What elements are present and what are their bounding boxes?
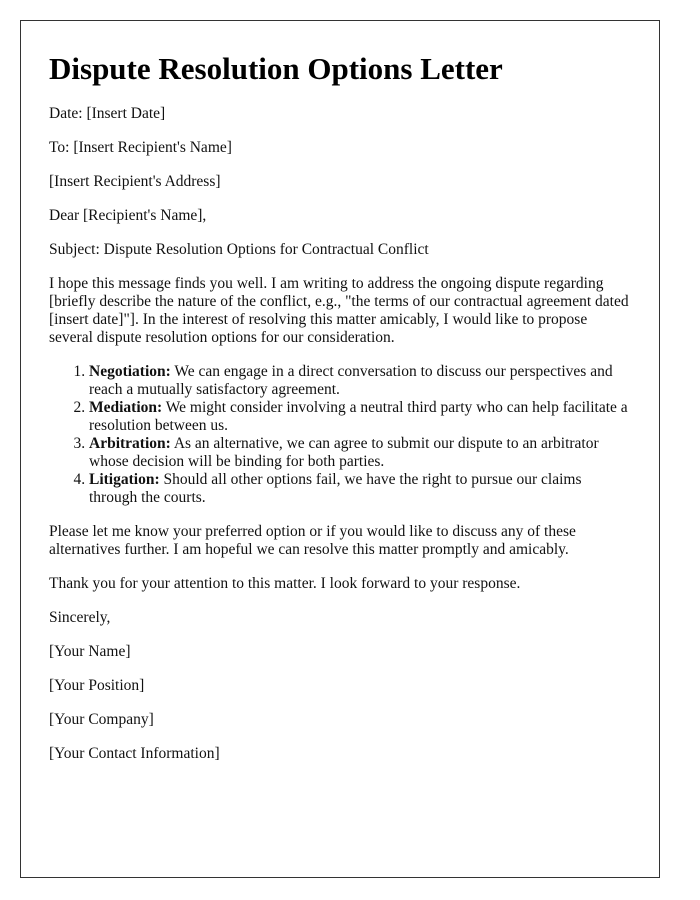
- option-text: Should all other options fail, we have the right to pursue our claims through the courts.: [89, 471, 582, 506]
- signature-position: [Your Position]: [49, 677, 145, 694]
- option-term: Litigation:: [89, 471, 160, 488]
- letter-title: Dispute Resolution Options Letter: [49, 51, 503, 86]
- recipient-name-line: To: [Insert Recipient's Name]: [49, 139, 232, 156]
- closing: Sincerely,: [49, 609, 111, 626]
- recipient-address-line: [Insert Recipient's Address]: [49, 173, 221, 190]
- option-text: As an alternative, we can agree to submit our dispute to an arbitrator whose decision will be binding for both parties.: [89, 435, 599, 470]
- option-text: We might consider involving a neutral third party who can help facilitate a resolution between us.: [89, 399, 628, 434]
- list-item: [89, 471, 631, 507]
- followup-paragraph: Please let me know your preferred option or if you would like to discuss any of these alternatives further. I am hopeful we can resolve this matter promptly and amicably.: [49, 523, 576, 558]
- option-term: Mediation:: [89, 399, 163, 416]
- signature-company: [Your Company]: [49, 711, 154, 728]
- option-term: Negotiation:: [89, 363, 171, 380]
- subject-line: Subject: Dispute Resolution Options for Contractual Conflict: [49, 241, 429, 258]
- salutation: Dear [Recipient's Name],: [49, 207, 207, 224]
- options-list: [49, 363, 631, 507]
- thanks-paragraph: Thank you for your attention to this matter. I look forward to your response.: [49, 575, 521, 592]
- list-item: [89, 363, 631, 399]
- list-item: [89, 435, 631, 471]
- list-item: [89, 399, 631, 435]
- letter-frame: [20, 20, 660, 878]
- date-line: Date: [Insert Date]: [49, 105, 166, 122]
- option-term: Arbitration:: [89, 435, 171, 452]
- intro-paragraph: I hope this message finds you well. I am writing to address the ongoing dispute regarding [briefly describe the nature of the conflict, e.g., "the terms of our contractual agreement dated [insert date]"]. In the interest of resolving this matter amicably, I would like to propose several dispute resolution options for our consideration.: [49, 275, 629, 346]
- signature-contact: [Your Contact Information]: [49, 745, 220, 762]
- signature-name: [Your Name]: [49, 643, 131, 660]
- option-text: We can engage in a direct conversation to discuss our perspectives and reach a mutually satisfactory agreement.: [89, 363, 613, 398]
